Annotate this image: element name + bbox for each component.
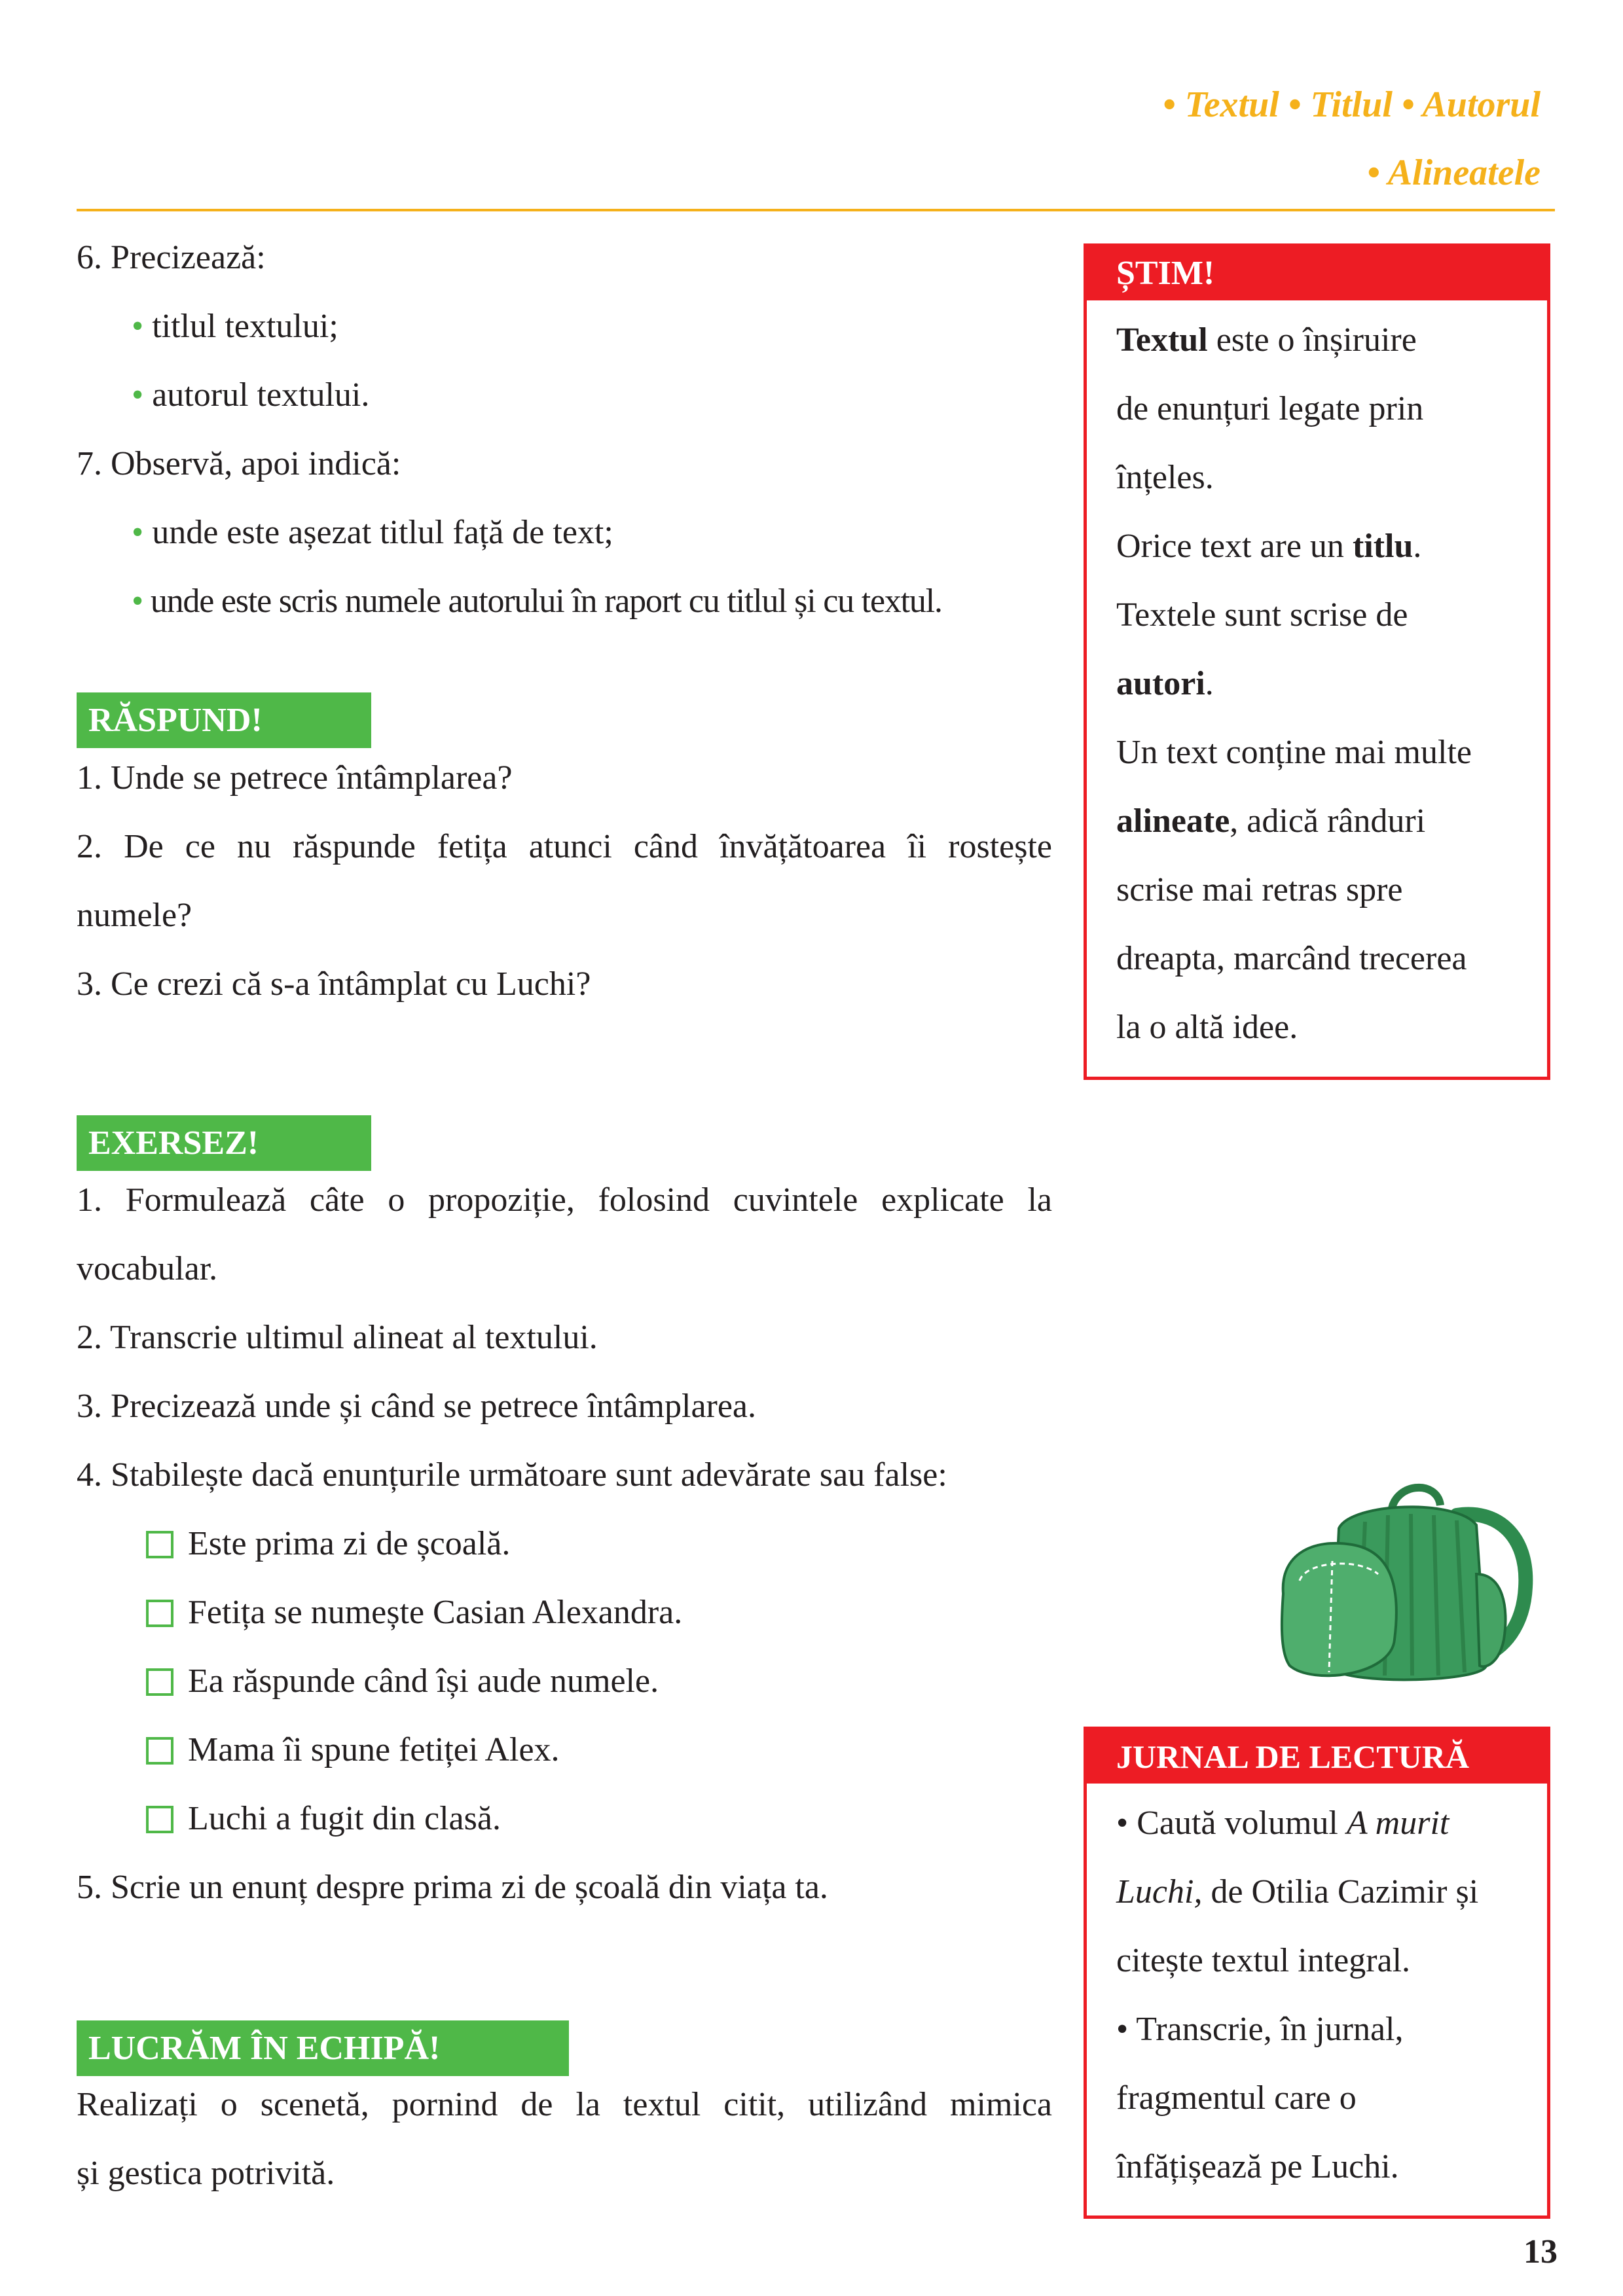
bullet-icon: • <box>132 514 144 551</box>
stim-line: Textul este o înșiruire <box>1116 321 1417 359</box>
question-7: 7. Observă, apoi indică: <box>77 445 401 482</box>
jurnal-line: • Caută volumul A murit <box>1116 1804 1450 1842</box>
bullet-icon: • <box>132 376 144 414</box>
checkbox[interactable] <box>146 1737 173 1765</box>
exersez-line: 3. Precizează unde și când se petrece întâmplarea. <box>77 1388 756 1425</box>
backpack-icon <box>1260 1476 1542 1692</box>
stim-heading: ȘTIM! <box>1087 247 1547 300</box>
stim-line: dreapta, marcând trecerea <box>1116 940 1467 977</box>
checklist-item: Mama îi spune fetiței Alex. <box>146 1733 560 1767</box>
raspund-line: 2. De ce nu răspunde fetița atunci când învățătoarea îi rostește <box>77 828 1052 865</box>
raspund-line: 3. Ce crezi că s-a întâmplat cu Luchi? <box>77 965 591 1003</box>
raspund-line: 1. Unde se petrece întâmplarea? <box>77 759 513 797</box>
checkbox[interactable] <box>146 1806 173 1833</box>
checkbox[interactable] <box>146 1668 173 1696</box>
echipa-heading: LUCRĂM ÎN ECHIPĂ! <box>77 2020 569 2076</box>
header-topics-2: • Alineatele <box>1367 152 1541 193</box>
checklist-item: Ea răspunde când își aude numele. <box>146 1664 659 1698</box>
list-item: • unde este așezat titlul față de text; <box>132 514 613 551</box>
stim-line: autori. <box>1116 665 1214 702</box>
stim-line: la o altă idee. <box>1116 1009 1298 1046</box>
exersez-line: 4. Stabilește dacă enunțurile următoare sunt adevărate sau false: <box>77 1456 947 1494</box>
stim-line: scrise mai retras spre <box>1116 871 1403 908</box>
echipa-line: Realizați o scenetă, pornind de la textul citit, utilizând mimica <box>77 2086 1052 2123</box>
raspund-line: numele? <box>77 897 192 934</box>
page-number: 13 <box>1523 2233 1558 2270</box>
jurnal-line: Luchi, de Otilia Cazimir și <box>1116 1873 1479 1910</box>
jurnal-line: înfățișează pe Luchi. <box>1116 2148 1399 2185</box>
stim-line: Un text conține mai multe <box>1116 734 1472 771</box>
bullet-icon: • <box>132 583 143 620</box>
list-item: • titlul textului; <box>132 308 338 345</box>
header-topics: • Textul • Titlul • Autorul <box>1163 84 1541 125</box>
echipa-line: și gestica potrivită. <box>77 2155 335 2192</box>
jurnal-line: fragmentul care o <box>1116 2079 1357 2117</box>
stim-box <box>1084 243 1550 1080</box>
bullet-icon: • <box>132 308 144 345</box>
header-rule <box>77 209 1555 211</box>
jurnal-line: • Transcrie, în jurnal, <box>1116 2011 1404 2048</box>
checkbox[interactable] <box>146 1531 173 1558</box>
jurnal-heading: JURNAL DE LECTURĂ <box>1087 1730 1547 1784</box>
jurnal-line: citește textul integral. <box>1116 1942 1411 1979</box>
exersez-line: 2. Transcrie ultimul alineat al textului. <box>77 1319 598 1356</box>
checklist-item: Luchi a fugit din clasă. <box>146 1802 501 1836</box>
list-item: • autorul textului. <box>132 376 370 414</box>
stim-line: alineate, adică rânduri <box>1116 802 1426 840</box>
checklist-item: Este prima zi de școală. <box>146 1527 510 1561</box>
checkbox[interactable] <box>146 1600 173 1627</box>
exersez-line: 5. Scrie un enunț despre prima zi de școală din viața ta. <box>77 1869 828 1906</box>
stim-line: Textele sunt scrise de <box>1116 596 1408 634</box>
raspund-heading: RĂSPUND! <box>77 692 371 748</box>
exersez-line: 1. Formulează câte o propoziție, folosind cuvintele explicate la <box>77 1181 1052 1219</box>
question-6: 6. Precizează: <box>77 239 266 276</box>
stim-line: înțeles. <box>1116 459 1214 496</box>
stim-line: de enunțuri legate prin <box>1116 390 1424 427</box>
jurnal-box <box>1084 1727 1550 2219</box>
list-item: • unde este scris numele autorului în raport cu titlul și cu textul. <box>132 583 942 620</box>
stim-line: Orice text are un titlu. <box>1116 528 1422 565</box>
exersez-line: vocabular. <box>77 1250 218 1287</box>
exersez-heading: EXERSEZ! <box>77 1115 371 1171</box>
checklist-item: Fetița se numește Casian Alexandra. <box>146 1596 682 1630</box>
